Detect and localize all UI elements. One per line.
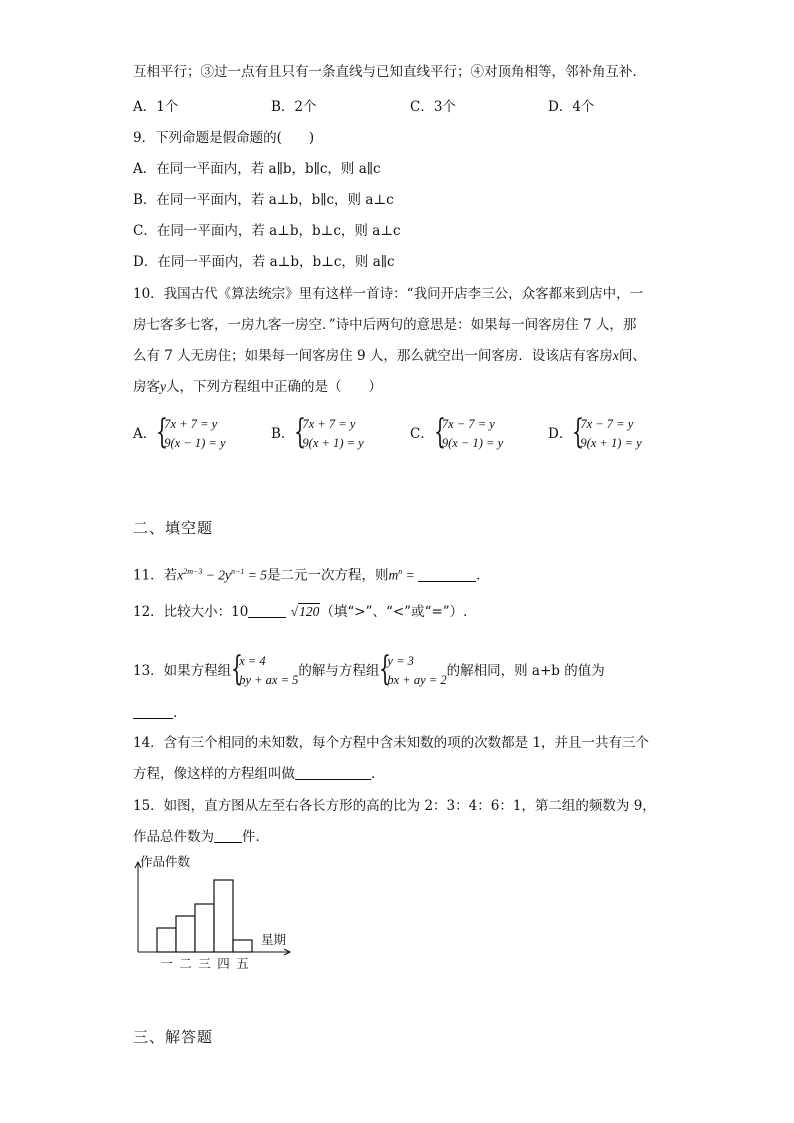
histogram-bar-2: [176, 916, 195, 952]
histogram-bar-3: [195, 904, 214, 952]
q12: 12．比较大小：10 √120（填“>”、“<”或“=”）.: [133, 604, 468, 620]
q13-system-1: { x = 4 by + ax = 5: [231, 649, 299, 689]
q11: 11．若$x^{2m-3} - 2y^{n-1} = 5$是二元一次方程，则$m^n$ = .: [133, 567, 481, 584]
section-2-title: 二、填空题: [133, 519, 214, 537]
q11-answer-blank[interactable]: [418, 567, 476, 582]
q10-line-1: 10．我国古代《算法统宗》里有这样一首诗：“我问开店李三公，众客都来到店中，一: [133, 286, 644, 302]
q10-option-c: C． { 7x − 7 = y 9(x − 1) = y: [410, 412, 504, 452]
q9-stem: 9．下列命题是假命题的( ): [133, 130, 315, 146]
q13-answer-line: .: [133, 703, 177, 723]
q9-option-d: D．在同一平面内，若 a⊥b，b⊥c，则 a∥c: [133, 254, 395, 270]
q10-line-3: 么有 7 人无房住；如果每一间客房住 9 人，那么就空出一间客房．设该店有客房x间、: [133, 348, 646, 364]
q10-line-4: 房客y人，下列方程组中正确的是（ ）: [133, 379, 382, 395]
x-tick-label-4: 四: [217, 956, 230, 971]
q13-answer-blank[interactable]: [133, 704, 173, 719]
q10-option-b: B． { 7x + 7 = y 9(x + 1) = y: [271, 412, 364, 452]
q15-answer-blank[interactable]: [214, 828, 242, 843]
q10-option-d: D． { 7x − 7 = y 9(x + 1) = y: [548, 412, 642, 452]
q8-option-c: C．3个: [410, 99, 456, 115]
q10-option-a: A． { 7x + 7 = y 9(x − 1) = y: [133, 412, 226, 452]
section-3-title: 三、解答题: [133, 1028, 214, 1046]
q9-option-c: C．在同一平面内，若 a⊥b，b⊥c，则 a⊥c: [133, 223, 401, 239]
q8-statement-continuation: 互相平行；③过一点有且只有一条直线与已知直线平行；④对顶角相等，邻补角互补．: [133, 64, 646, 80]
x-tick-label-2: 二: [179, 956, 192, 971]
q9-option-a: A．在同一平面内，若 a∥b，b∥c，则 a∥c: [133, 161, 381, 177]
q14-answer-blank[interactable]: [295, 765, 371, 780]
q9-option-b: B．在同一平面内，若 a⊥b，b∥c，则 a⊥c: [133, 192, 394, 208]
q8-option-d: D．4个: [548, 99, 595, 115]
histogram-bar-4: [214, 880, 233, 952]
x-tick-label-3: 三: [198, 956, 211, 971]
q14-line-2: 方程，像这样的方程组叫做 .: [133, 766, 376, 782]
histogram-chart: [120, 852, 310, 972]
histogram-bar-1: [157, 928, 176, 952]
histogram-bar-5: [233, 940, 252, 952]
q10-line-2: 房七客多七客，一房九客一房空．”诗中后两句的意思是：如果每一间客房住 7 人，那: [133, 317, 637, 333]
q15-line-1: 15．如图，直方图从左至右各长方形的高的比为 2：3：4：6：1，第二组的频数为 9，: [133, 798, 656, 814]
q13: 13．如果方程组 { x = 4 by + ax = 5 的解与方程组 { y = 3 bx + ay = 2 的解相同，则 a+b 的值为: [133, 649, 605, 689]
x-axis-label: 星期: [261, 932, 287, 947]
q12-answer-blank[interactable]: [248, 603, 286, 618]
q8-option-a: A．1个: [133, 99, 179, 115]
q15-line-2: 作品总件数为 件．: [133, 829, 269, 845]
q13-system-2: { y = 3 bx + ay = 2: [379, 649, 447, 689]
x-tick-label-1: 一: [160, 956, 173, 971]
x-tick-label-5: 五: [236, 956, 249, 971]
sqrt-120: √120: [290, 604, 320, 619]
q14-line-1: 14．含有三个相同的未知数，每个方程中含未知数的项的次数都是 1，并且一共有三个: [133, 735, 650, 751]
q8-option-b: B．2个: [271, 99, 317, 115]
y-axis-label: 作品件数: [140, 854, 191, 869]
